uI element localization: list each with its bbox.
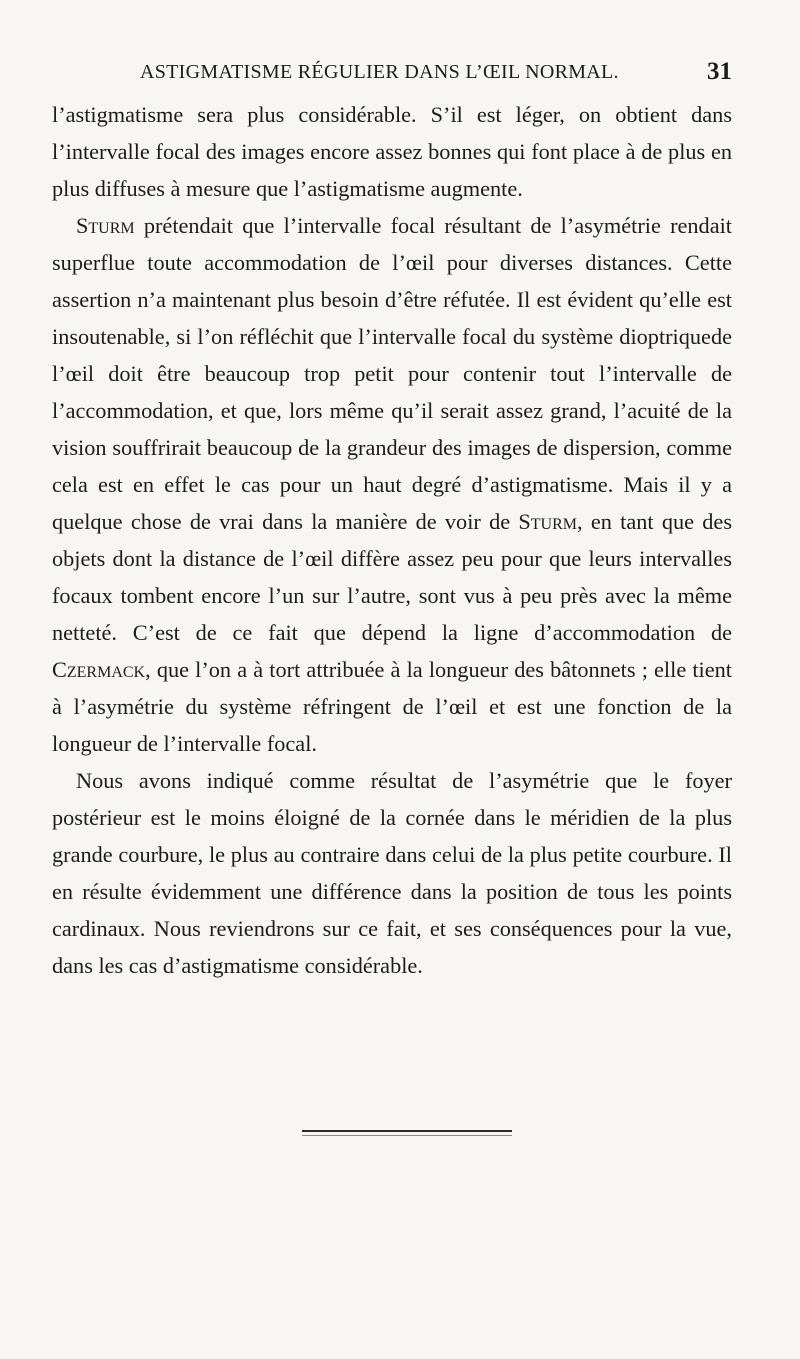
paragraph-3: [52, 762, 732, 984]
author-name-sturm: Sturm: [76, 213, 135, 238]
paragraph-3-text: Nous avons indiqué comme résultat de l’asymétrie que le foyer postérieur est le moins éloigné de la cornée dans le méridien de la plus grande courbure, le plus au contraire dans celui de la plus petite courbure. Il en résulte évidemment une différence dans la position de tous les points cardinaux. Nous reviendrons sur ce fait, et ses conséquences pour la vue, dans les cas d’astigmatisme considérable.: [52, 768, 732, 978]
page-header: [52, 58, 732, 94]
paragraph-2-text-b: , en tant que des objets dont la distance de l’œil diffère assez peu pour que leurs intervalles focaux tombent encore l’un sur l’autre, sont vus à peu près avec la même netteté. C’est de ce fait que dépend la ligne d’accommodation de: [52, 509, 732, 645]
closing-rule: [302, 1130, 512, 1132]
paragraph-2: [52, 207, 732, 762]
page-number: 31: [707, 58, 732, 85]
author-name-czermack: Czermack: [52, 657, 146, 682]
paragraph-1-text: l’astigmatisme sera plus considérable. S’il est léger, on obtient dans l’intervalle focal des images encore assez bonnes qui font place à de plus en plus diffuses à mesure que l’astigmatisme augmente.: [52, 102, 732, 201]
paragraph-2-text-a: prétendait que l’intervalle focal résultant de l’asymétrie rendait superflue toute accommodation de l’œil pour diverses distances. Cette assertion n’a maintenant plus besoin d’être réfutée. Il est évident qu’elle est insoutenable, si l’on réfléchit que l’intervalle focal du système dioptriquede l’œil doit être beaucoup trop petit pour contenir tout l’intervalle de l’accommodation, et que, lors même qu’il serait assez grand, l’acuité de la vision souffrirait beaucoup de la grandeur des images de dispersion, comme cela est en effet le cas pour un haut degré d’astigmatisme. Mais il y a quelque chose de vrai dans la manière de voir de: [52, 213, 732, 534]
running-title: ASTIGMATISME RÉGULIER DANS L’ŒIL NORMAL.: [140, 61, 619, 83]
closing-rule-thin: [302, 1135, 512, 1136]
paragraph-2-text-c: , que l’on a à tort attribuée à la longueur des bâtonnets ; elle tient à l’asymétrie du système réfringent de l’œil et est une fonction de la longueur de l’intervalle focal.: [52, 657, 732, 756]
book-page: [52, 58, 732, 984]
author-name-sturm-2: Sturm: [518, 509, 578, 534]
body-text: [52, 96, 732, 984]
paragraph-1: [52, 96, 732, 207]
